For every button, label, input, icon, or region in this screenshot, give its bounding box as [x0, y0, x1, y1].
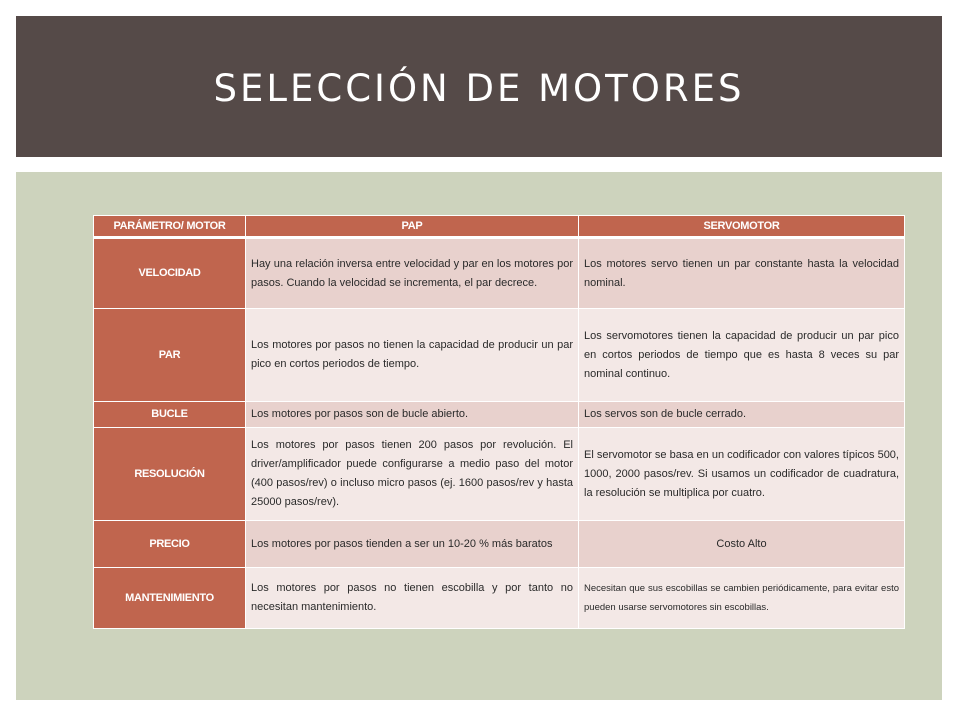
header-pap: PAP — [246, 216, 579, 238]
title-bar — [16, 16, 942, 157]
header-parameter: PARÁMETRO/ MOTOR — [94, 216, 246, 238]
cell-servomotor: Los motores servo tienen un par constante hasta la velocidad nominal. — [579, 238, 905, 309]
table-row — [94, 521, 905, 568]
slide-title: SELECCIÓN DE MOTORES — [213, 67, 745, 110]
table-row — [94, 238, 905, 309]
cell-servomotor: Los servos son de bucle cerrado. — [579, 402, 905, 428]
row-label-mantenimiento: MANTENIMIENTO — [94, 568, 246, 629]
cell-pap: Los motores por pasos son de bucle abierto. — [246, 402, 579, 428]
comparison-table — [93, 215, 905, 629]
cell-pap: Los motores por pasos no tienen escobilla y por tanto no necesitan mantenimiento. — [246, 568, 579, 629]
row-label-resolucion: RESOLUCIÓN — [94, 428, 246, 521]
row-label-velocidad: VELOCIDAD — [94, 238, 246, 309]
cell-pap: Los motores por pasos no tienen la capacidad de producir un par pico en cortos periodos de tiempo. — [246, 309, 579, 402]
cell-pap: Hay una relación inversa entre velocidad y par en los motores por pasos. Cuando la velocidad se incrementa, el par decrece. — [246, 238, 579, 309]
cell-servomotor: Necesitan que sus escobillas se cambien periódicamente, para evitar esto pueden usarse servomotores sin escobillas. — [579, 568, 905, 629]
cell-servomotor: El servomotor se basa en un codificador con valores típicos 500, 1000, 2000 pasos/rev. Si usamos un codificador de cuadratura, la resolución se multiplica por cuatro. — [579, 428, 905, 521]
cell-servomotor: Los servomotores tienen la capacidad de producir un par pico en cortos periodos de tiempo que es hasta 8 veces su par nominal continuo. — [579, 309, 905, 402]
cell-pap: Los motores por pasos tienen 200 pasos por revolución. El driver/amplificador puede configurarse a medio paso del motor (400 pasos/rev) o incluso micro pasos (ej. 1600 pasos/rev y hasta 25000 pasos/rev). — [246, 428, 579, 521]
header-servomotor: SERVOMOTOR — [579, 216, 905, 238]
row-label-bucle: BUCLE — [94, 402, 246, 428]
cell-pap: Los motores por pasos tienden a ser un 10-20 % más baratos — [246, 521, 579, 568]
cell-servomotor: Costo Alto — [579, 521, 905, 568]
table-row — [94, 309, 905, 402]
row-label-precio: PRECIO — [94, 521, 246, 568]
table-row — [94, 568, 905, 629]
table-header-row — [94, 216, 905, 238]
table-row — [94, 402, 905, 428]
row-label-par: PAR — [94, 309, 246, 402]
table-row — [94, 428, 905, 521]
